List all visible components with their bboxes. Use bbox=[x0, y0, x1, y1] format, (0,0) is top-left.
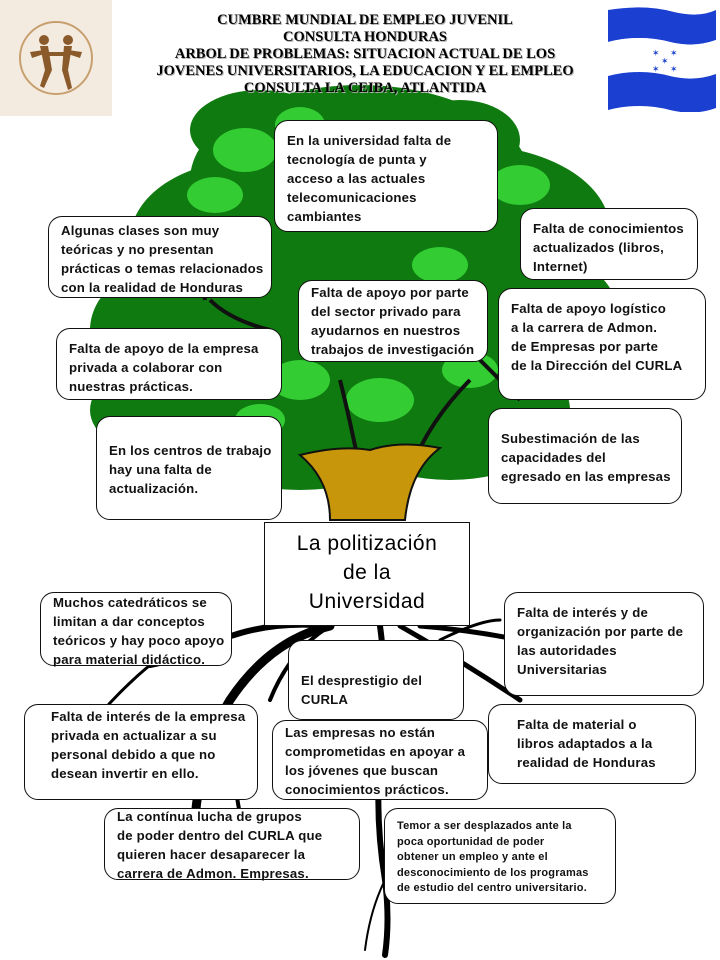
tree-trunk bbox=[300, 444, 440, 520]
effect-box-apoyo-logistico bbox=[498, 288, 706, 400]
effect-text: En la universidad falta de tecnología de punta y acceso a las actuales telecomunicaciones cambiantes bbox=[287, 133, 452, 224]
effect-box-subestimacion bbox=[488, 408, 682, 504]
effect-box-centros-trabajo bbox=[96, 416, 282, 520]
page-header bbox=[120, 12, 610, 97]
cause-box-autoridades bbox=[504, 592, 704, 696]
svg-text:✶: ✶ bbox=[652, 65, 660, 75]
svg-text:✶: ✶ bbox=[652, 49, 660, 59]
svg-text:✶: ✶ bbox=[661, 57, 669, 67]
central-problem-line-2: de la bbox=[342, 561, 392, 584]
honduras-flag-icon bbox=[604, 4, 720, 112]
central-problem-line-1: La politización bbox=[296, 532, 438, 555]
cause-text: El desprestigio del CURLA bbox=[301, 673, 423, 707]
svg-text:✶: ✶ bbox=[670, 49, 678, 59]
central-problem bbox=[264, 522, 470, 626]
header-line-3: ARBOL DE PROBLEMAS: SITUACION ACTUAL DE LOS bbox=[174, 46, 556, 62]
cause-box-material bbox=[488, 704, 696, 784]
cause-text: La contínua lucha de grupos de poder dentro del CURLA que quieren hacer desaparecer la carrera de Admon. Empresas. bbox=[117, 809, 323, 881]
header-line-5: CONSULTA LA CEIBA, ATLANTIDA bbox=[243, 80, 487, 96]
effect-box-clases-teoricas bbox=[48, 216, 272, 298]
cause-text: Las empresas no están comprometidas en apoyar a los jóvenes que buscan conocimientos prácticos. bbox=[285, 725, 466, 797]
effect-box-sector-privado bbox=[298, 280, 488, 362]
cause-box-temor bbox=[384, 808, 616, 904]
svg-text:✶: ✶ bbox=[670, 65, 678, 75]
cause-box-empresas-comprometidas bbox=[272, 720, 488, 800]
header-line-1: CUMBRE MUNDIAL DE EMPLEO JUVENIL bbox=[217, 12, 513, 28]
honduras-flag bbox=[604, 4, 720, 112]
effect-text: Falta de apoyo logístico a la carrera de Admon. de Empresas por parte de la Dirección del CURLA bbox=[511, 301, 683, 373]
cause-box-desprestigio bbox=[288, 640, 464, 720]
effect-text: En los centros de trabajo hay una falta de actualización. bbox=[109, 443, 272, 496]
header-line-4: JOVENES UNIVERSITARIOS, LA EDUCACION Y EL EMPLEO bbox=[156, 63, 574, 79]
cause-box-interes-empresa bbox=[24, 704, 258, 800]
cause-text: Falta de material o libros adaptados a la realidad de Honduras bbox=[517, 717, 656, 770]
effect-box-empresa-privada bbox=[56, 328, 282, 400]
effect-text: Algunas clases son muy teóricas y no presentan prácticas o temas relacionados con la realidad de Honduras bbox=[61, 223, 264, 295]
cause-text: Falta de interés de la empresa privada en actualizar a su personal debido a que no desean invertir en ello. bbox=[51, 709, 246, 781]
yes-logo bbox=[0, 0, 112, 116]
cause-text: Temor a ser desplazados ante la poca oportunidad de poder obtener un empleo y ante el desconocimiento de los programas de estudio del centro universitario. bbox=[397, 820, 589, 894]
cause-text: Muchos catedráticos se limitan a dar conceptos teóricos y hay poco apoyo para material didáctico. bbox=[53, 595, 225, 667]
central-problem-line-3: Universidad bbox=[308, 590, 426, 613]
youth-summit-emblem-icon bbox=[0, 0, 112, 116]
effect-text: Subestimación de las capacidades del egresado en las empresas bbox=[501, 431, 671, 484]
effect-text: Falta de apoyo de la empresa privada a colaborar con nuestras prácticas. bbox=[69, 341, 259, 394]
cause-box-catedraticos bbox=[40, 592, 232, 666]
effect-text: Falta de conocimientos actualizados (libros, Internet) bbox=[533, 221, 684, 274]
cause-box-lucha-grupos bbox=[104, 808, 360, 880]
effect-text: Falta de apoyo por parte del sector privado para ayudarnos en nuestros trabajos de investigación bbox=[311, 285, 475, 357]
header-line-2: CONSULTA HONDURAS bbox=[283, 29, 447, 45]
effect-box-tecnologia bbox=[274, 120, 498, 232]
cause-text: Falta de interés y de organización por parte de las autoridades Universitarias bbox=[517, 605, 684, 677]
effect-box-conocimientos bbox=[520, 208, 698, 280]
